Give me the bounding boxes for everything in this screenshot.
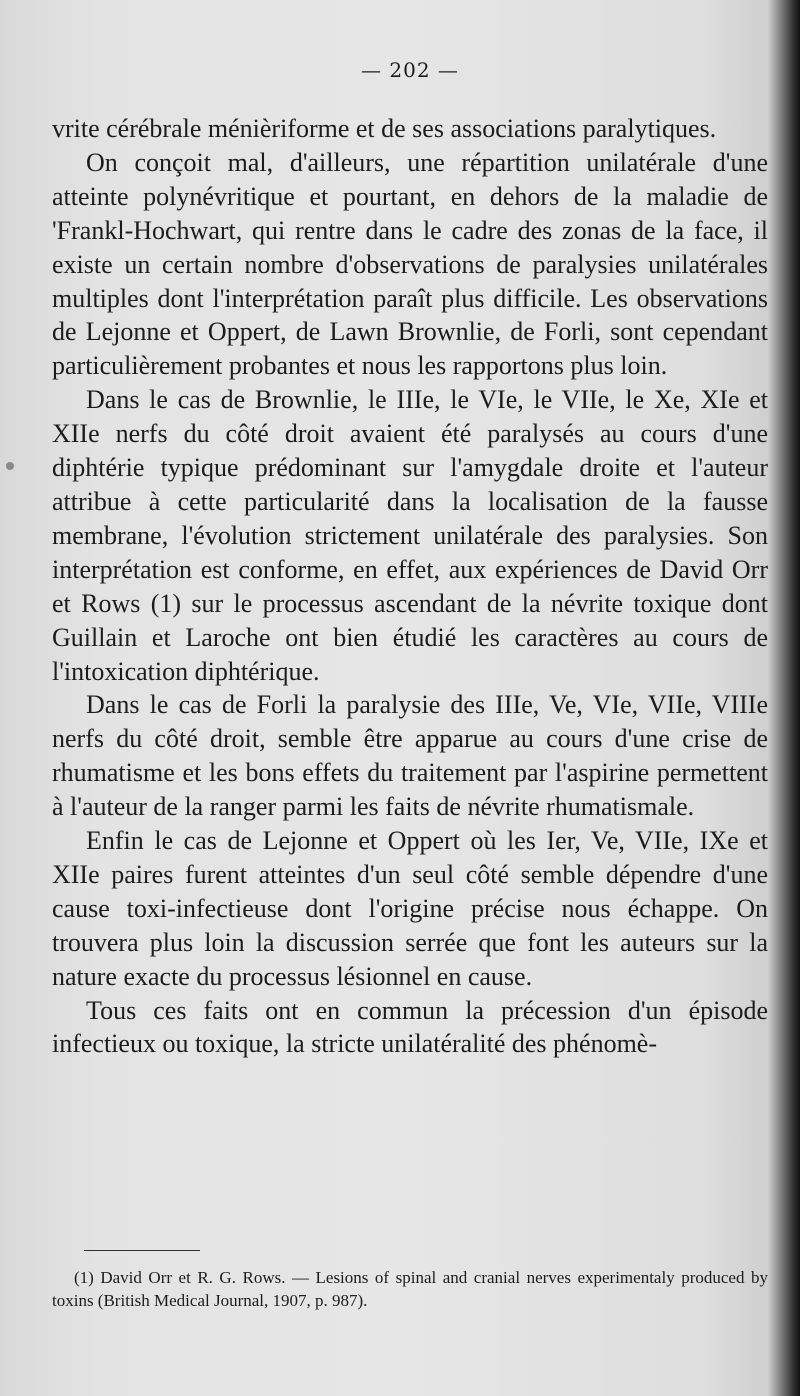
paragraph-conclusion: Tous ces faits ont en commun la précession d'un épisode infectieux ou toxique, la stricte unilatéralité des phénomè- bbox=[52, 995, 768, 1059]
paragraph-polynevritique: On conçoit mal, d'ailleurs, une répartition unilatérale d'une atteinte polynévritique et pourtant, en dehors de la maladie de 'Frankl-Hochwart, qui rentre dans le cadre des zonas de la face, il existe un certain nombre d'observations de paralysies unilatérales multiples dont l'interprétation paraît plus difficile. Les observations de Lejonne et Oppert, de Lawn Brownlie, de Forli, sont cependant particulièrement probantes et nous les rapportons plus loin. bbox=[52, 147, 768, 381]
scan-speck bbox=[6, 462, 14, 470]
paragraph-continuation: vrite cérébrale ménièriforme et de ses associations paralytiques. bbox=[52, 114, 717, 143]
footnote-rule bbox=[84, 1250, 200, 1251]
page-number: — 202 — bbox=[361, 58, 459, 82]
paragraph-brownlie: Dans le cas de Brownlie, le IIIe, le VIe, le VIIe, le Xe, XIe et XIIe nerfs du côté droit avaient été paralysés au cours d'une diphtérie typique prédominant sur l'amygdale droite et l'auteur attribue à cette particularité dans la localisation de la fausse membrane, l'évolution strictement unilatérale des paralysies. Son interprétation est conforme, en effet, aux expériences de David Orr et Rows (1) sur le processus ascendant de la névrite toxique dont Guillain et Laroche ont bien étudié les caractères au cours de l'intoxication diphtérique. bbox=[52, 385, 768, 686]
paragraph-lejonne-oppert: Enfin le cas de Lejonne et Oppert où les Ier, Ve, VIIe, IXe et XIIe paires furent atteintes d'un seul côté semble dépendre d'une cause toxi-infectieuse dont l'origine précise nous échappe. On trouvera plus loin la discussion serrée que font les auteurs sur la nature exacte du processus lésionnel en cause. bbox=[52, 826, 768, 991]
footnote: (1) David Orr et R. G. Rows. — Lesions of spinal and cranial nerves experimentaly produced by toxins (British Medical Journal, 1907, p. 987). bbox=[52, 1268, 768, 1310]
paragraph-forli: Dans le cas de Forli la paralysie des IIIe, Ve, VIe, VIIe, VIIIe nerfs du côté droit, semble être apparue au cours d'une crise de rhumatisme et les bons effets du traitement par l'aspirine permettent à l'auteur de la ranger parmi les faits de névrite rhumatismale. bbox=[52, 690, 768, 822]
body-text bbox=[52, 112, 768, 1061]
